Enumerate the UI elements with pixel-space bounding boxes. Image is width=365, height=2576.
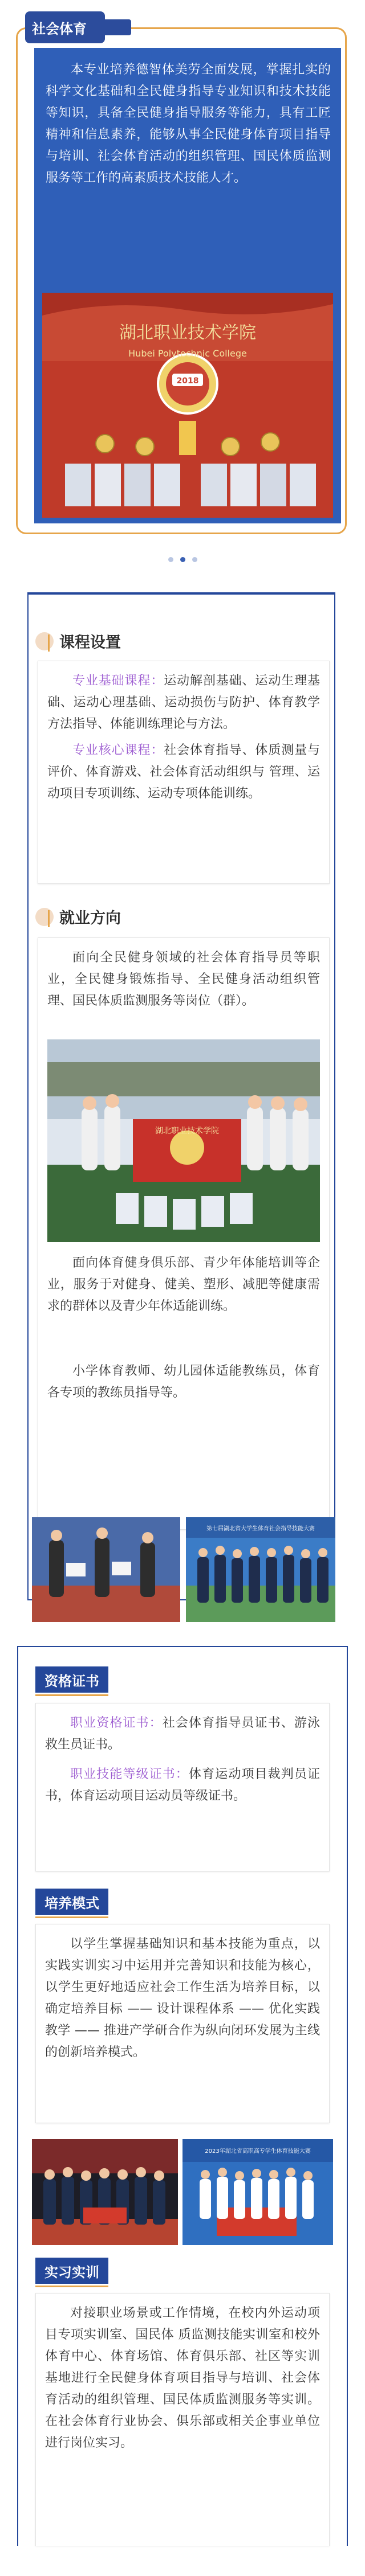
carousel-dot-1[interactable] xyxy=(168,557,173,562)
courses-heading xyxy=(35,630,121,652)
core-courses-text: 社会体育指导、体质测量与评价、体育游戏、社会体育活动组织与 管理、运动项目专项训练、运动专项体能训练。 xyxy=(47,743,320,801)
practice-title: 实习实训 xyxy=(44,2264,99,2280)
core-courses-label: 专业核心课程： xyxy=(72,743,164,757)
employment-p2: 面向体育健身俱乐部、青少年体能培训等企业，服务于对健身、健美、塑形、减肥等健康需求的群体以及青少年体适能训练。 xyxy=(47,1256,320,1313)
intro-text: 本专业培养德智体美劳全面发展，掌握扎实的科学文化基础和全民健身指导专业知识和技术技能等知识，具备全民健身指导服务等能力，具有工匠精神和信息素养，能够从事全民健身体育项目指导与培训、社会体育活动的组织管理、国民体质监测服务等工作的高素质技术技能人才。 xyxy=(46,63,331,185)
skill-cert-text: 体育运动项目裁判员证书，体育运动项目运动员等级证书。 xyxy=(45,1767,320,1803)
flag-photo[interactable] xyxy=(42,293,333,518)
team-ceremony-illustration xyxy=(182,2139,333,2245)
core-courses xyxy=(47,740,320,805)
cert-card xyxy=(35,1703,330,1871)
skill-cert xyxy=(45,1764,320,1807)
ceremony-banner-text: 2023年湖北省高职高专学生体育技能大赛 xyxy=(205,2148,311,2155)
training-text: 以学生掌握基础知识和基本技能为重点，以实践实训实习中运用并完善知识和技能为核心，以学生更好地适应社会工作生活为培养目标，以确定培养目标 —— 设计课程体系 —— 优化实践教学 —— 推进产学研合作为纵向闭环发展为主线的创新培养模式。 xyxy=(45,1937,320,2059)
heading-circle-icon xyxy=(35,908,54,926)
training-card xyxy=(35,1924,330,2123)
award-illustration xyxy=(32,1517,180,1622)
intro-section xyxy=(0,0,365,575)
courses-title: 课程设置 xyxy=(59,634,121,652)
team-photo[interactable] xyxy=(47,1039,320,1242)
intro-card xyxy=(34,48,341,523)
training-title: 培养模式 xyxy=(44,1895,99,1911)
vocational-cert-label: 职业资格证书： xyxy=(70,1716,163,1730)
competition-illustration xyxy=(186,1517,335,1622)
competition-banner-text: 第七届湖北省大学生体育社会指导技能大赛 xyxy=(206,1526,315,1532)
section-top-rule xyxy=(27,592,335,595)
ceremony-photo-left[interactable] xyxy=(32,2139,178,2245)
courses-card xyxy=(38,661,330,884)
banner-year: 2018 xyxy=(176,376,199,386)
courses-employment-section xyxy=(0,575,365,1612)
qualification-section xyxy=(0,1612,365,2546)
team-illustration xyxy=(47,1039,320,1242)
practice-text: 对接职业场景或工作情境，在校内外运动项目专项实训室、国民体 质监测技能实训室和校外体育中心、体育场馆、体育俱乐部、社区等实训基地进行全民健身体育项目指导与培训、社会体育活动的组织管理、国民体质监测服务等实训。在社会体育行业协会、俱乐部或相关企事业单位进行岗位实习。 xyxy=(45,2306,320,2450)
basic-courses-text: 运动解剖基础、运动生理基础、运动心理基础、运动损伤与防护、体育教学方法指导、体能训练理论与方法。 xyxy=(47,674,320,731)
cert-title: 资格证书 xyxy=(44,1673,99,1689)
basic-courses xyxy=(47,670,320,735)
section-title-badge xyxy=(25,11,105,43)
banner-title: 湖北职业技术学院 xyxy=(119,323,256,343)
ceremony-illustration xyxy=(32,2139,178,2245)
cert-tag xyxy=(35,1666,108,1693)
carousel-dots[interactable] xyxy=(0,557,365,562)
employment-p1: 面向全民健身领域的社会体育指导员等职业，全民健身锻炼指导、全民健身活动组织管理、国民体质监测服务等岗位（群）。 xyxy=(47,951,320,1008)
team-banner-text: 湖北职业技术学院 xyxy=(155,1127,219,1136)
carousel-dot-3[interactable] xyxy=(192,557,197,562)
vocational-cert xyxy=(45,1713,320,1756)
employment-heading xyxy=(35,906,121,928)
award-photo-left[interactable] xyxy=(32,1517,180,1622)
practice-tag xyxy=(35,2258,108,2284)
practice-card xyxy=(35,2293,330,2546)
basic-courses-label: 专业基础课程： xyxy=(72,674,164,688)
skill-cert-label: 职业技能等级证书： xyxy=(70,1767,189,1782)
ceremony-photo-right[interactable] xyxy=(182,2139,333,2245)
heading-circle-icon xyxy=(35,632,54,650)
carousel-dot-2[interactable] xyxy=(180,557,185,562)
vocational-cert-text: 社会体育指导员证书、游泳救生员证书。 xyxy=(45,1716,320,1752)
employment-title: 就业方向 xyxy=(59,910,121,927)
banner-english: Hubei Polytechnic College xyxy=(128,348,247,359)
flag-illustration xyxy=(42,293,333,518)
employment-p3: 小学体育教师、幼儿园体适能教练员，体育各专项的教练员指导等。 xyxy=(47,1364,320,1400)
training-tag xyxy=(35,1889,108,1915)
section-title: 社会体育 xyxy=(32,21,87,37)
award-photo-right[interactable] xyxy=(186,1517,335,1622)
employment-card xyxy=(38,937,330,1530)
